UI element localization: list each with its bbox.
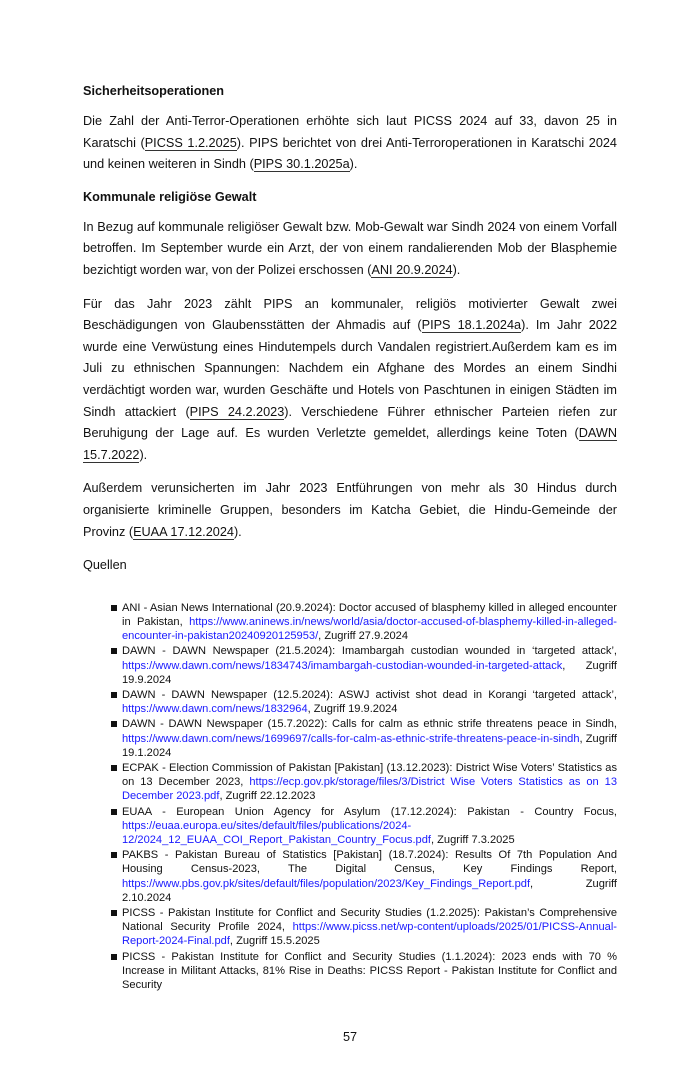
reference-url-link[interactable]: https://www.dawn.com/news/1832964 [122,703,308,716]
reference-url-link[interactable]: https://www.picss.net/wp-content/uploads/2025/01/PICSS-Annual-Report-2024-Final.pdf [122,921,617,948]
reference-url-link[interactable]: https://www.aninews.in/news/world/asia/doctor-accused-of-blasphemy-killed-in-alleged-encounter-in-pakistan20240920125953/ [122,615,617,643]
reference-url-link[interactable]: https://www.dawn.com/news/1834743/imambargah-custodian-wounded-in-targeted-attack [122,659,563,672]
paragraph [83,294,617,467]
bullet-icon [111,605,117,611]
reference-text: PICSS - Pakistan Institute for Conflict and Security Studies (1.2.2025): Pakistan’s Comprehensive National Security Profile 2024, [122,906,617,934]
bullet-icon [111,765,117,771]
citation-link[interactable]: PIPS 18.1.2024a [421,318,522,333]
reference-access-date: , Zugriff 19.9.2024 [307,703,398,716]
document-body [83,82,617,577]
citation-link[interactable]: PIPS 30.1.2025a [253,157,350,172]
paragraph-text: ). [349,157,358,172]
paragraph-text: Für das Jahr 2023 zählt PIPS an kommunaler, religiös motivierter Gewalt zwei Beschädigungen von Glaubensstätten der Ahmadis auf ( [83,296,617,333]
reference-access-date: , Zugriff 22.12.2023 [219,790,316,803]
paragraph [83,111,617,176]
reference-text: PAKBS - Pakistan Bureau of Statistics [Pakistan] (18.7.2024): Results Of 7th Population And Housing Census-2023, The Digital Census, Key Findings Report, [122,849,617,876]
reference-text: PICSS - Pakistan Institute for Conflict and Security Studies (1.1.2024): 2023 ends with 70 % Increase in Militant Attacks, 81% Rise in Deaths: PICSS Report - Pakistan Institute for Conflict and Security [122,950,617,991]
reference-text: DAWN - DAWN Newspaper (21.5.2024): Imambargah custodian wounded in ‘targeted attack’, [122,645,617,658]
bullet-icon [111,692,117,698]
paragraph-text: ). [233,524,242,539]
reference-access-date: , Zugriff 7.3.2025 [430,833,515,846]
paragraph-text: Die Zahl der Anti-Terror-Operationen erhöhte sich laut PICSS 2024 auf 33, davon 25 in Karatschi ( [83,114,617,150]
reference-item [111,848,617,905]
reference-access-date: , Zugriff 2.10.2024 [122,877,617,904]
paragraph-text: ). [139,447,148,462]
bullet-icon [111,721,117,727]
reference-item [111,601,617,644]
reference-item [111,688,617,716]
paragraph-text: ). [452,262,461,277]
reference-access-date: , Zugriff 27.9.2024 [318,630,408,643]
citation-link[interactable]: PICSS 1.2.2025 [144,135,237,150]
paragraph [83,478,617,543]
reference-access-date: , Zugriff 15.5.2025 [229,935,320,948]
paragraph-text: ). Im Jahr 2022 wurde eine Verwüstung eines Hindutempels durch Vandalen registriert.Außerdem kam es im Juli zu ethnischen Spannungen: Nachdem ein Afghane des Mordes an einem Sindhi verdächtigt worden war, wurden Geschäfte und Hotels von Paschtunen in einigen Städten im Sindh attackiert ( [83,318,618,419]
bullet-icon [111,852,117,858]
reference-access-date: , Zugriff 19.1.2024 [122,732,617,759]
sources-list [111,601,617,992]
section-heading: Kommunale religiöse Gewalt [83,189,257,204]
paragraph-text: ). PIPS berichtet von drei Anti-Terroroperationen in Karatschi 2024 und keinen weiteren in Sindh ( [83,135,617,172]
reference-url-link[interactable]: https://ecp.gov.pk/storage/files/3/District Wise Voters Statistics as on 13 December 2023.pdf [122,776,617,803]
paragraph [83,217,617,282]
reference-item [111,717,617,760]
sources-label: Quellen [83,558,127,573]
bullet-icon [111,809,117,815]
section-heading: Sicherheitsoperationen [83,84,225,98]
reference-url-link[interactable]: https://www.dawn.com/news/1699697/calls-for-calm-as-ethnic-strife-threatens-peace-in-sindh [122,732,580,745]
reference-text: ANI - Asian News International (20.9.2024): Doctor accused of blasphemy killed in alleged encounter in Pakistan, [122,601,617,628]
reference-text: DAWN - DAWN Newspaper (12.5.2024): ASWJ activist shot dead in Korangi ‘targeted attack’, [122,688,617,701]
citation-link[interactable]: PIPS 24.2.2023 [189,404,285,419]
reference-text: ECPAK - Election Commission of Pakistan [Pakistan] (13.12.2023): District Wise Voters’ Statistics as on 13 December 2023, [122,761,617,789]
bullet-icon [111,910,117,916]
bullet-icon [111,648,117,654]
reference-access-date: , Zugriff 19.9.2024 [122,659,617,686]
citation-link[interactable]: DAWN 15.7.2022 [83,426,617,462]
citation-link[interactable]: ANI 20.9.2024 [371,262,453,277]
reference-item [111,906,617,949]
paragraph-text: Außerdem verunsicherten im Jahr 2023 Entführungen von mehr als 30 Hindus durch organisierte kriminelle Gruppen, besonders im Katcha Gebiet, die Hindu-Gemeinde der Provinz ( [83,481,617,539]
citation-link[interactable]: EUAA 17.12.2024 [133,524,234,539]
paragraph-text: ). Verschiedene Führer ethnischer Parteien riefen zur Beruhigung der Lage auf. Es wurden Verletzte gemeldet, allerdings keine Toten ( [83,404,618,441]
bullet-icon [111,954,117,960]
reference-text: EUAA - European Union Agency for Asylum (17.12.2024): Pakistan - Country Focus, [122,805,617,818]
reference-item [111,644,617,687]
reference-item [111,950,617,993]
reference-item [111,805,617,848]
reference-url-link[interactable]: https://www.pbs.gov.pk/sites/default/files/population/2023/Key_Findings_Report.pdf [122,877,531,890]
reference-url-link[interactable]: https://euaa.europa.eu/sites/default/files/publications/2024-12/2024_12_EUAA_COI_Report_Pakistan_Country_Focus.pdf [122,819,431,846]
reference-item [111,761,617,804]
page-number: 57 [342,1030,358,1045]
reference-text: DAWN - DAWN Newspaper (15.7.2022): Calls for calm as ethnic strife threatens peace in Sindh, [122,718,617,731]
paragraph-text: In Bezug auf kommunale religiöser Gewalt bzw. Mob-Gewalt war Sindh 2024 von einem Vorfall betroffen. Im September wurde ein Arzt, der von einem randalierenden Mob der Blasphemie bezichtigt worden war, von der Polizei erschossen ( [83,219,617,277]
